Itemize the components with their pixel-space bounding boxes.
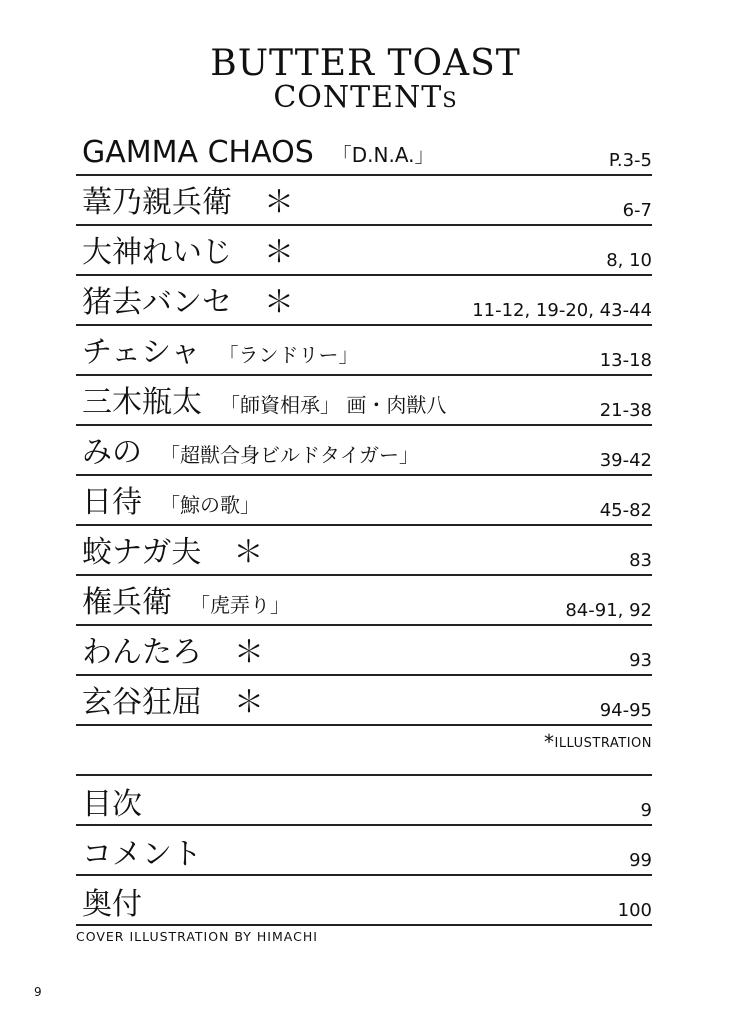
page-range: P.3-5: [608, 150, 652, 171]
work-title: 「超獣合身ビルドタイガー」: [160, 443, 419, 467]
page-range: 8, 10: [606, 250, 652, 271]
page-range: 84-91, 92: [565, 600, 652, 621]
note-text: ILLUSTRATION: [554, 736, 652, 751]
work-title: 「D.N.A.」: [331, 143, 435, 167]
document-subtitle: CONTENTs: [273, 80, 458, 115]
contents-row: [76, 176, 652, 226]
work-title: 「ランドリー」: [218, 343, 359, 367]
author-name: 猪去バンセ: [82, 285, 232, 320]
contents-entry: [82, 286, 294, 322]
cover-credit: COVER ILLUSTRATION BY HIMACHI: [76, 929, 318, 944]
contents-entry: [82, 586, 304, 622]
page-range: 6-7: [622, 200, 652, 221]
page-range: 45-82: [599, 500, 652, 521]
illustration-mark: ＊: [233, 535, 264, 570]
contents-entry: [82, 636, 264, 672]
illustration-mark: ＊: [234, 635, 264, 670]
extras-name: 奥付: [82, 887, 142, 922]
page-range: 93: [629, 650, 652, 671]
illustration-mark: ＊: [264, 235, 294, 270]
page-range: 11-12, 19-20, 43-44: [472, 300, 652, 321]
illustration-note: [544, 730, 652, 754]
contents-entry: [82, 186, 294, 222]
author-name: 日待: [82, 485, 142, 520]
author-name: わんたろ: [82, 635, 202, 670]
extras-row: [76, 826, 652, 876]
contents-entry: [82, 386, 460, 422]
contents-entry: [82, 436, 433, 472]
author-name: 三木瓶太: [82, 385, 202, 420]
contents-row: [76, 676, 652, 726]
contents-row: [76, 526, 652, 576]
work-title: 「虎弄り」: [190, 593, 290, 617]
page-range: 100: [617, 900, 652, 921]
contents-row: [76, 626, 652, 676]
contents-entry: [82, 686, 264, 722]
extras-row: [76, 776, 652, 826]
author-name: 玄谷狂屈: [82, 685, 202, 720]
contents-row: [76, 276, 652, 326]
author-name: 大神れいじ: [82, 235, 232, 270]
extras-name: 目次: [82, 787, 142, 822]
contents-entry: [82, 136, 449, 172]
contents-entry: [82, 486, 274, 522]
page-range: 9: [640, 800, 652, 821]
contents-row: [76, 326, 652, 376]
contents-row: [76, 226, 652, 276]
contents-row: [76, 476, 652, 526]
page-range: 99: [629, 850, 652, 871]
author-name: チェシャ: [82, 335, 201, 370]
work-title: 「師資相承」 画・肉獣八: [220, 393, 447, 417]
contents-row: [76, 426, 652, 476]
author-name: GAMMA CHAOS: [82, 135, 314, 170]
author-name: 蛟ナガ夫: [82, 535, 202, 570]
contents-row: [76, 126, 652, 176]
page-range: 13-18: [599, 350, 652, 371]
contents-entry: [82, 336, 373, 372]
illustration-mark: ＊: [264, 185, 294, 220]
document-title: BUTTER TOAST: [210, 43, 521, 84]
illustration-mark: ＊: [264, 285, 294, 320]
page-number: 9: [34, 985, 42, 999]
contents-row: [76, 576, 652, 626]
author-name: 権兵衛: [82, 585, 172, 620]
illustration-mark: ＊: [234, 685, 264, 720]
extras-name: コメント: [82, 837, 202, 872]
author-name: 葦乃親兵衛: [82, 185, 232, 220]
note-asterisk: *: [543, 730, 555, 754]
contents-entry: [82, 536, 263, 572]
page-range: 83: [629, 550, 652, 571]
contents-entry: [82, 236, 294, 272]
extras-row: [76, 876, 652, 926]
page-range: 39-42: [599, 450, 652, 471]
work-title: 「鯨の歌」: [160, 493, 260, 517]
author-name: みの: [82, 435, 142, 470]
page-range: 21-38: [599, 400, 652, 421]
contents-row: [76, 376, 652, 426]
page-range: 94-95: [599, 700, 652, 721]
